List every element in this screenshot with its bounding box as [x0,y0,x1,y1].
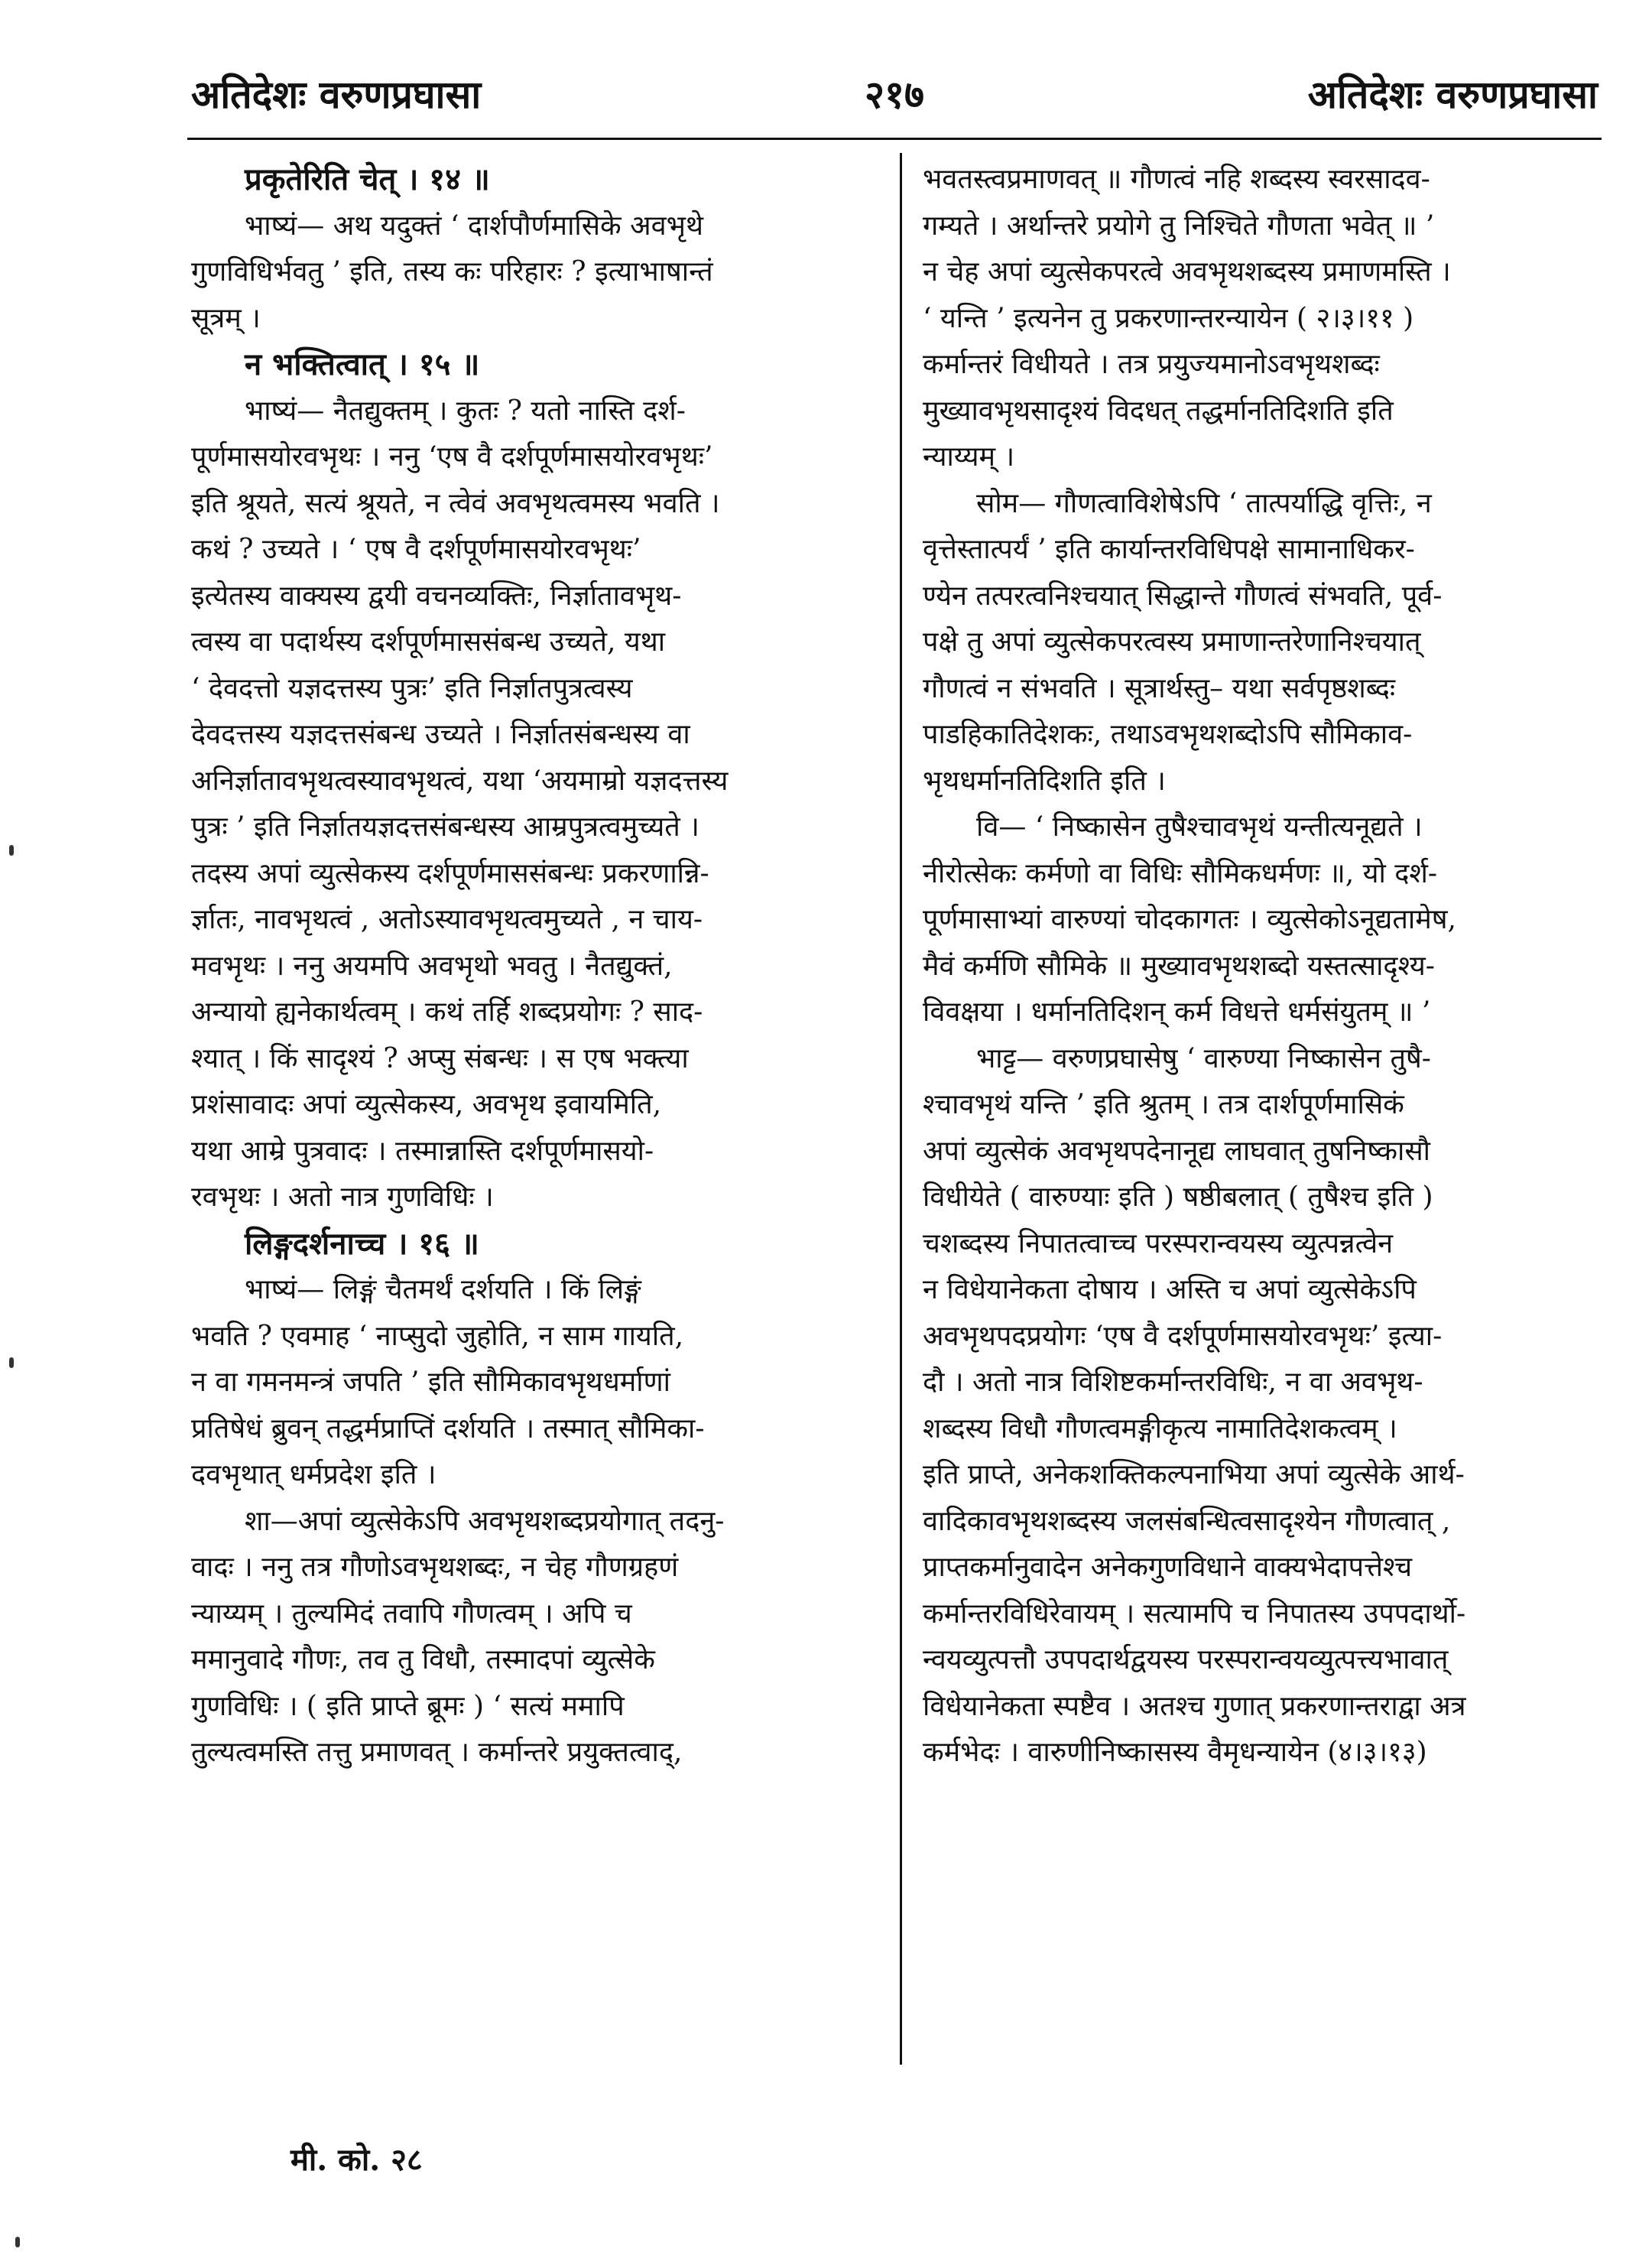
footer-signature: मी. को. २८ [290,2142,423,2178]
bhatta-para: भाट्ट— वरुणप्रघासेषु ‘ वारुण्या निष्कासेन तुषै- श्चावभृथं यन्ति ’ इति श्रुतम् । तत्र दार्शपूर्णमासिकं अपां व्युत्सेकं अवभृथपदेनानूद्य लाघवात् तुषनिष्कासौ विधीयेते ( वारुण्याः इति ) षष्ठीबलात् ( तुषैश्च इति ) चशब्दस्य निपातत्वाच्च परस्परान्वयस्य व्युत्पन्नत्वेन न विधेयानेकता दोषाय । अस्ति च अपां व्युत्सेकेऽपि अवभृथपदप्रयोगः ‘एष वै दर्शपूर्णमासयोरवभृथः’ इत्या- दौ । अतो नात्र विशिष्टकर्मान्तरविधिः, न वा अवभृथ- शब्दस्य विधौ गौणत्वमङ्गीकृत्य नामातिदेशकत्वम् । इति प्राप्ते, अनेकशक्तिकल्पनाभिया अपां व्युत्सेके आर्थ- वादिकावभृथशब्दस्य जलसंबन्धित्वसादृश्येन गौणत्वात् , प्राप्तकर्मानुवादेन अनेकगुणविधाने वाक्यभेदापत्तेश्च कर्मान्तरविधिरेवायम् । सत्यामपि च निपातस्य उपपदार्थो- न्वयव्युत्पत्तौ उपपदार्थद्वयस्य परस्परान्वयव्युत्पत्त्यभावात् विधेयानेकता स्पष्टैव । अतश्च गुणात् प्रकरणान्तराद्वा अत्र कर्मभेदः । वारुणीनिष्कासस्य वैमृधन्यायेन (४।३।१३) [923,1042,1466,1768]
bhashya-14: भाष्यं— अथ यदुक्तं ‘ दार्शपौर्णमासिके अवभृथे गुणविधिर्भवतु ’ इति, तस्य कः परिहारः ? इत्याभाषान्तं सूत्रम् । [191,210,713,334]
running-header [191,67,1598,132]
margin-speck [15,2237,20,2247]
margin-speck [9,1357,14,1368]
margin-speck [9,845,14,856]
right-column [923,157,1595,1776]
left-column [191,157,879,1776]
bhashya-16: भाष्यं— लिङ्गं चैतमर्थं दर्शयति । किं लिङ्गं भवति ? एवमाह ‘ नाप्सुदो जुहोति, न साम गायति, न वा गमनमन्त्रं जपति ’ इति सौमिकावभृथधर्माणां प्रतिषेधं ब्रुवन् तद्धर्मप्राप्तिं दर्शयति । तस्मात् सौमिका- दवभृथात् धर्मप्रदेश इति । [191,1274,705,1490]
shastra-dipika-para: शा—अपां व्युत्सेकेऽपि अवभृथशब्दप्रयोगात् तदनु- वादः । ननु तत्र गौणोऽवभृथशब्दः, न चेह गौणग्रहणं न्याय्यम् । तुल्यमिदं तवापि गौणत्वम् । अपि च ममानुवादे गौणः, तव तु विधौ, तस्मादपां व्युत्सेके गुणविधिः । ( इति प्राप्ते ब्रूमः ) ‘ सत्यं ममापि तुल्यत्वमस्ति तत्तु प्रमाणवत् । कर्मान्तरे प्रयुक्तत्वाद्, [191,1505,725,1768]
sutra-14: प्रकृतेरिति चेत् । १४ ॥ [245,161,490,197]
sutra-15: न भक्तित्वात् । १५ ॥ [245,346,480,382]
soma-para: सोम— गौणत्वाविशेषेऽपि ‘ तात्पर्याद्धि वृत्तिः, न वृत्तेस्तात्पर्यं ’ इति कार्यान्तरविधिपक्षे सामानाधिकर- ण्येन तत्परत्वनिश्चयात् सिद्धान्ते गौणत्वं संभवति, पूर्व- पक्षे तु अपां व्युत्सेकपरत्वस्य प्रमाणान्तरेणानिश्चयात् गौणत्वं न संभवति । सूत्रार्थस्तु– यथा सर्वपृष्ठशब्दः पाडहिकातिदेशकः, तथाऽवभृथशब्दोऽपि सौमिकाव- भृथधर्मानतिदिशति इति । [923,487,1443,797]
bhashya-15: भाष्यं— नैतद्युक्तम् । कुतः ? यतो नास्ति दर्श- पूर्णमासयोरवभृथः । ननु ‘एष वै दर्शपूर्णमासयोरवभृथः’ इति श्रूयते, सत्यं श्रूयते, न त्वेवं अवभृथत्वमस्य भवति । कथं ? उच्यते । ‘ एष वै दर्शपूर्णमासयोरवभृथः’ इत्येतस्य वाक्यस्य द्वयी वचनव्यक्तिः, निर्ज्ञातावभृथ- त्वस्य वा पदार्थस्य दर्शपूर्णमाससंबन्ध उच्यते, यथा ‘ देवदत्तो यज्ञदत्तस्य पुत्रः’ इति निर्ज्ञातपुत्रत्वस्य देवदत्तस्य यज्ञदत्तसंबन्ध उच्यते । निर्ज्ञातसंबन्धस्य वा अनिर्ज्ञातावभृथत्वस्यावभृथत्वं, यथा ‘अयमाम्रो यज्ञदत्तस्य पुत्रः ’ इति निर्ज्ञातयज्ञदत्तसंबन्धस्य आम्रपुत्रत्वमुच्यते । तदस्य अपां व्युत्सेकस्य दर्शपूर्णमाससंबन्धः प्रकरणान्नि- र्ज्ञातः, नावभृथत्वं , अतोऽस्यावभृथत्वमुच्यते , न चाय- मवभृथः । ननु अयमपि अवभृथो भवतु । नैतद्युक्तं, अन्यायो ह्यनेकार्थत्वम् । कथं तर्हि शब्दप्रयोगः ? साद- श्यात् । किं सादृश्यं ? अप्सु संबन्धः । स एष भक्त्या प्रशंसावादः अपां व्युत्सेकस्य, अवभृथ इवायमिति, यथा आम्रे पुत्रवादः । तस्मान्नास्ति दर्शपूर्णमासयो- रवभृथः । अतो नात्र गुणविधिः । [191,395,729,1213]
header-left-title: अतिदेशः वरुणप्रघासा [191,72,482,117]
column-divider [900,153,902,2065]
sutra-16: लिङ्गदर्शनाच्च । १६ ॥ [245,1225,479,1262]
page-number: २१७ [865,72,924,117]
header-rule [187,138,1602,140]
header-right-title: अतिदेशः वरुणप्रघासा [1307,72,1598,117]
continuation-para: भवतस्त्वप्रमाणवत् ॥ गौणत्वं नहि शब्दस्य स्वरसादव- गम्यते । अर्थान्तरे प्रयोगे तु निश्चिते गौणता भवेत् ॥ ’ न चेह अपां व्युत्सेकपरत्वे अवभृथशब्दस्य प्रमाणमस्ति । ‘ यन्ति ’ इत्यनेन तु प्रकरणान्तरन्यायेन ( २।३।११ ) कर्मान्तरं विधीयते । तत्र प्रयुज्यमानोऽवभृथशब्दः मुख्यावभृथसादृश्यं विदधत् तद्धर्मानतिदिशति इति न्याय्यम् । [923,164,1451,473]
vi-para: वि— ‘ निष्कासेन तुषैश्चावभृथं यन्तीत्यनूद्यते । नीरोत्सेकः कर्मणो वा विधिः सौमिकधर्मणः ॥, यो दर्श- पूर्णमासाभ्यां वारुण्यां चोदकागतः । व्युत्सेकोऽनूद्यतामेष, मैवं कर्मणि सौमिके ॥ मुख्यावभृथशब्दो यस्तत्सादृश्य- विवक्षया । धर्मानतिदिशन् कर्म विधत्ते धर्मसंयुतम् ॥ ’ [923,811,1456,1028]
